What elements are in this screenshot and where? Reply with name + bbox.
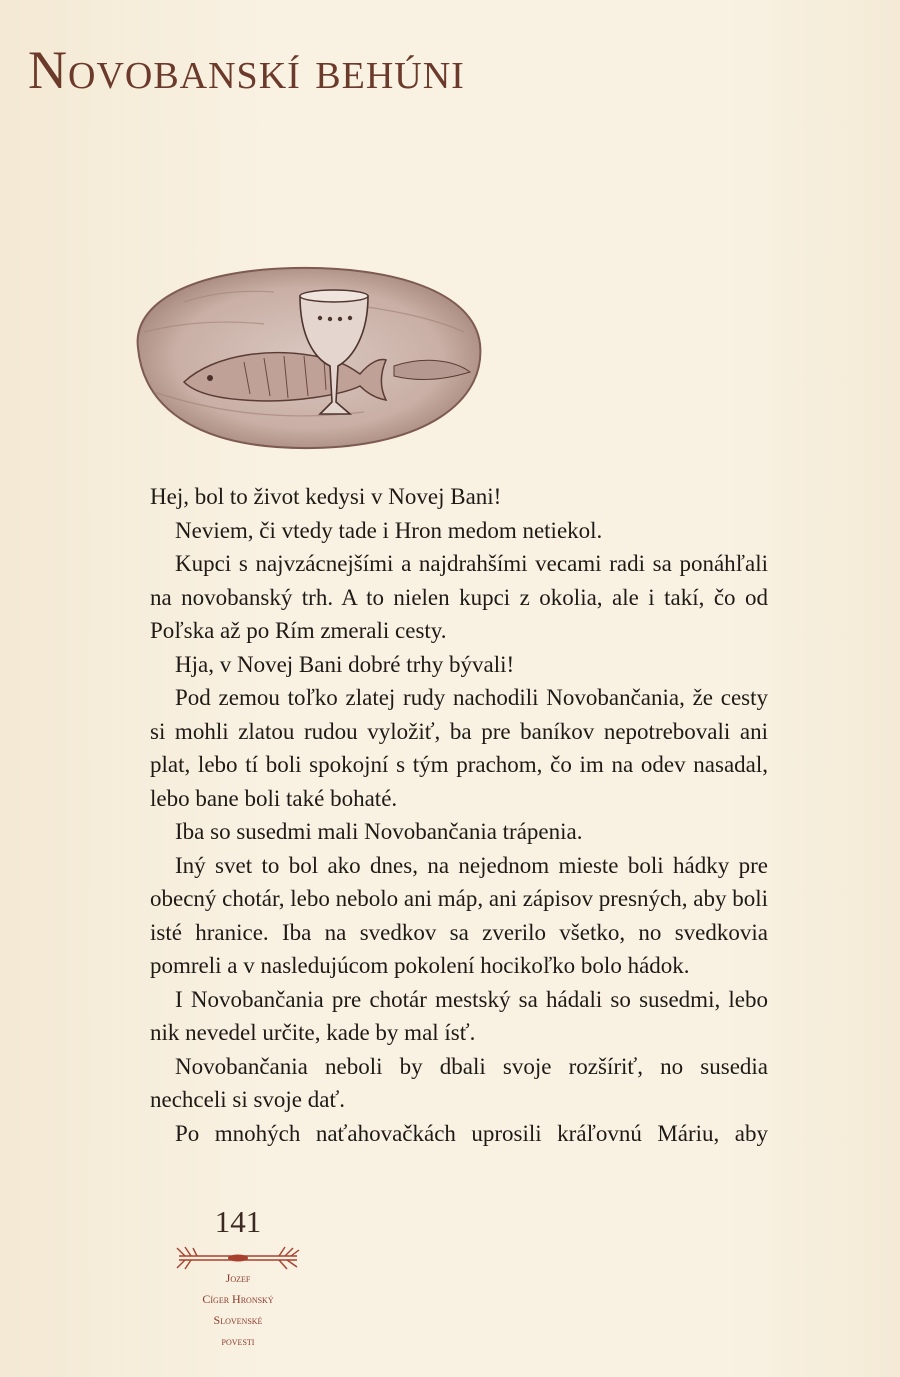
folio <box>168 1204 308 1272</box>
paragraph: Hej, bol to život kedysi v Novej Bani! <box>150 484 502 509</box>
paragraph: Neviem, či vtedy tade i Hron medom netiekol. <box>175 517 603 543</box>
paragraph: Kupci s najvzácnejšími a najdrahšími vecami radi sa ponáhľali na novobanský trh. A to nielen kupci z okolia, ale i takí, čo od Poľska až po Rím zmerali cesty. <box>150 551 768 643</box>
paragraph: I Novobančania pre chotár mestský sa hádali so susedmi, lebo nik nevedel určite, kade by mal ísť. <box>150 986 768 1045</box>
paragraph: Iba so susedmi mali Novobančania trápenia. <box>175 819 583 844</box>
book-title-line2: povesti <box>221 1334 255 1348</box>
paragraph: Iný svet to bol ako dnes, na nejednom mieste boli hádky pre obecný chotár, lebo nebolo ani máp, ani zápisov presných, aby boli isté hranice. Iba na svedkov sa zverilo všetko, no svedkovia pomreli a v nasledujúcom pokolení hocikoľko bolo hádok. <box>150 852 768 978</box>
book-info <box>158 1268 318 1352</box>
paragraph: Pod zemou toľko zlatej rudy nachodili Novobančania, že cesty si mohli zlatou rudou vyložiť, ba pre baníkov nepotrebovali ani plat, lebo tí boli spokojní s tým prachom, čo im na odev nasadal, lebo bane boli také bohaté. <box>150 685 768 811</box>
paragraph: Hja, v Novej Bani dobré trhy bývali! <box>175 651 515 677</box>
fish-and-chalice-illustration <box>124 262 486 452</box>
author-last-name: Cíger Hronský <box>202 1292 274 1306</box>
paragraph: Po mnohých naťahovačkách uprosili kráľovnú Máriu, aby <box>175 1120 768 1146</box>
chapter-title: Novobanskí behúni <box>28 40 465 100</box>
book-title-line1: Slovenské <box>213 1313 263 1327</box>
paragraph: Novobančania neboli by dbali svoje rozšíriť, no susedia nechceli si svoje dať. <box>150 1053 768 1112</box>
author-first-name: Jozef <box>225 1271 251 1285</box>
page-number: 141 <box>214 1204 262 1239</box>
story-text <box>150 480 768 1150</box>
